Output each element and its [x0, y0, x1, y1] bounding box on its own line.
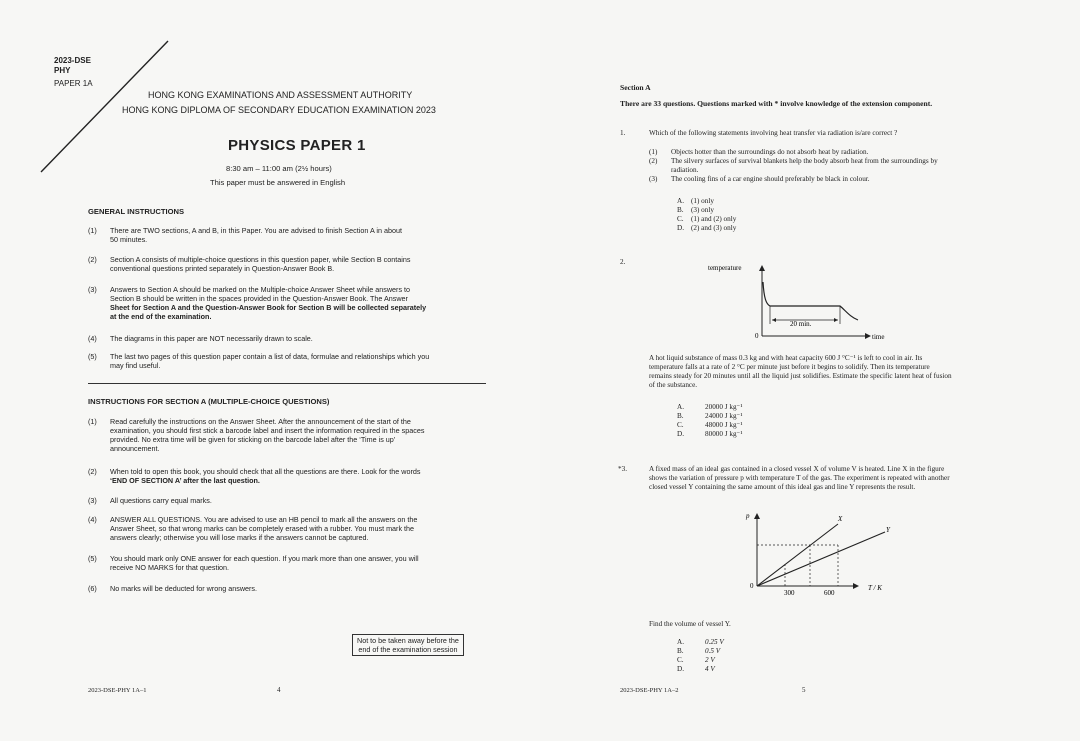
pressure-temperature-graph	[740, 508, 900, 598]
exam-time: 8:30 am – 11:00 am (2½ hours)	[226, 164, 332, 173]
tick-label: 600	[824, 589, 835, 597]
general-item: (2) Section A consists of multiple-choice questions in this question paper, while Section B contains conventional questions printed separately in Question-Answer Book B.	[88, 255, 411, 273]
options-list	[677, 403, 743, 439]
general-item: (5) The last two pages of this question paper contain a list of data, formulae and relationships which you may find useful.	[88, 352, 430, 370]
section-a-item: (5) You should mark only ONE answer for each question. If you mark more than one answer, you will receive NO MARKS for that question.	[88, 554, 419, 572]
tick-label: 300	[784, 589, 795, 597]
footer-code: 2023-DSE-PHY 1A–2	[620, 687, 679, 694]
options-list	[677, 197, 736, 233]
section-a-instructions-heading: INSTRUCTIONS FOR SECTION A (MULTIPLE-CHOICE QUESTIONS)	[88, 397, 330, 406]
time-axis-label: time	[872, 333, 885, 341]
question-text: A hot liquid substance of mass 0.3 kg and with heat capacity 600 J °C⁻¹ is left to cool in air. Its temperature falls at a rate of 2 °C per minute just before it begins to solidify. Then its temperature remains steady for 20 minutes until all the liquid just solidifies. Estimate the specific latent heat of fusion of the substance.	[649, 354, 952, 389]
option: A. (1) only	[677, 197, 714, 205]
diploma-name: HONG KONG DIPLOMA OF SECONDARY EDUCATION EXAMINATION 2023	[122, 105, 436, 115]
question-stem: Which of the following statements involving heat transfer via radiation is/are correct ?	[649, 129, 898, 137]
paper-title: PHYSICS PAPER 1	[228, 137, 366, 154]
question-page	[540, 0, 1080, 741]
notice-box: Not to be taken away before the end of the examination session	[352, 634, 464, 656]
question-number: 1.	[620, 129, 626, 137]
option: B. (3) only	[677, 206, 714, 214]
interval-label: 20 min.	[790, 320, 812, 328]
line-y-label: Y	[886, 526, 890, 534]
section-a-item: (1) Read carefully the instructions on the Answer Sheet. After the announcement of the start of the examination, you should first stick a barcode label and insert the information required in the spaces provided. No extra time will be given for sticking on the barcode label after the ‘Time is up’ announcement.	[88, 417, 425, 453]
line-y	[757, 532, 885, 586]
temperature-axis-label: T / K	[868, 584, 882, 592]
question-number: *3.	[618, 465, 627, 473]
section-divider	[88, 383, 486, 384]
question-number: 2.	[620, 258, 626, 266]
statement-list: (1) Objects hotter than the surroundings do not absorb heat by radiation. (2) The silvery surfaces of survival blankets help the body absorb heat from the surroundings by radiation. (3) The cooling fins of a car engine should preferably be black in colour.	[649, 148, 1009, 184]
question-prompt: Find the volume of vessel Y.	[649, 620, 731, 628]
option: C. 48000 J kg⁻¹	[677, 421, 743, 429]
section-a-item: (3) All questions carry equal marks.	[88, 496, 212, 505]
corner-subject: PHY	[54, 66, 71, 75]
general-instructions-heading: GENERAL INSTRUCTIONS	[88, 207, 185, 216]
authority-name: HONG KONG EXAMINATIONS AND ASSESSMENT AUTHORITY	[148, 90, 413, 100]
page-number: 4	[277, 686, 281, 694]
section-intro: There are 33 questions. Questions marked with * involve knowledge of the extension component.	[620, 99, 933, 108]
corner-paper: PAPER 1A	[54, 79, 93, 88]
section-label: Section A	[620, 83, 651, 92]
options-list	[677, 638, 724, 674]
general-item: (1) There are TWO sections, A and B, in this Paper. You are advised to finish Section A in about 50 minutes.	[88, 226, 402, 244]
pressure-axis-label: p	[746, 512, 750, 520]
language-note: This paper must be answered in English	[210, 178, 346, 187]
option: A. 0.25 V	[677, 638, 724, 646]
statement: (1) Objects hotter than the surroundings do not absorb heat by radiation.	[649, 148, 869, 156]
temperature-axis-label: temperature	[708, 264, 742, 272]
line-x	[757, 524, 838, 586]
section-a-item: (4) ANSWER ALL QUESTIONS. You are advised to use an HB pencil to mark all the answers on the Answer Sheet, so that wrong marks can be completely erased with a rubber. You must mark the answers clearly; otherwise you will lose marks if the answers cannot be captured.	[88, 515, 418, 542]
page-number: 5	[802, 686, 806, 694]
section-a-item: (2) When told to open this book, you should check that all the questions are there. Look for the words ‘END OF SECTION A’ after the last question.	[88, 467, 421, 485]
statement: (3) The cooling fins of a car engine should preferably be black in colour.	[649, 175, 870, 183]
corner-year: 2023-DSE	[54, 56, 91, 65]
statement: (2) The silvery surfaces of survival blankets help the body absorb heat from the surroundings by	[649, 157, 938, 165]
section-a-item: (6) No marks will be deducted for wrong answers.	[88, 584, 258, 593]
question-text: A fixed mass of an ideal gas contained in a closed vessel X of volume V is heated. Line X in the figure shows the variation of pressure p with temperature T of the gas. The experiment is repeated with another closed vessel Y containing the same amount of this ideal gas and line Y represents the result.	[649, 465, 950, 491]
cooling-curve	[763, 282, 858, 320]
option: D. 4 V	[677, 665, 715, 673]
option: D. 80000 J kg⁻¹	[677, 430, 743, 438]
option: C. 2 V	[677, 656, 715, 664]
line-x-label: X	[838, 515, 843, 523]
general-item: (4) The diagrams in this paper are NOT necessarily drawn to scale.	[88, 334, 313, 343]
option: D. (2) and (3) only	[677, 224, 737, 232]
option: B. 0.5 V	[677, 647, 721, 655]
footer-code: 2023-DSE-PHY 1A–1	[88, 687, 147, 694]
general-item: (3) Answers to Section A should be marked on the Multiple-choice Answer Sheet while answers to Section B should be written in the spaces provided in the Question-Answer Book. The Answer Sheet for Section A and the Question-Answer Book for Section B will be collected separately at the end of the examination.	[88, 285, 427, 321]
option: C. (1) and (2) only	[677, 215, 737, 223]
origin-label: 0	[755, 332, 759, 340]
option: B. 24000 J kg⁻¹	[677, 412, 743, 420]
origin-label: 0	[750, 582, 754, 590]
cooling-curve-graph	[700, 260, 890, 342]
option: A. 20000 J kg⁻¹	[677, 403, 743, 411]
